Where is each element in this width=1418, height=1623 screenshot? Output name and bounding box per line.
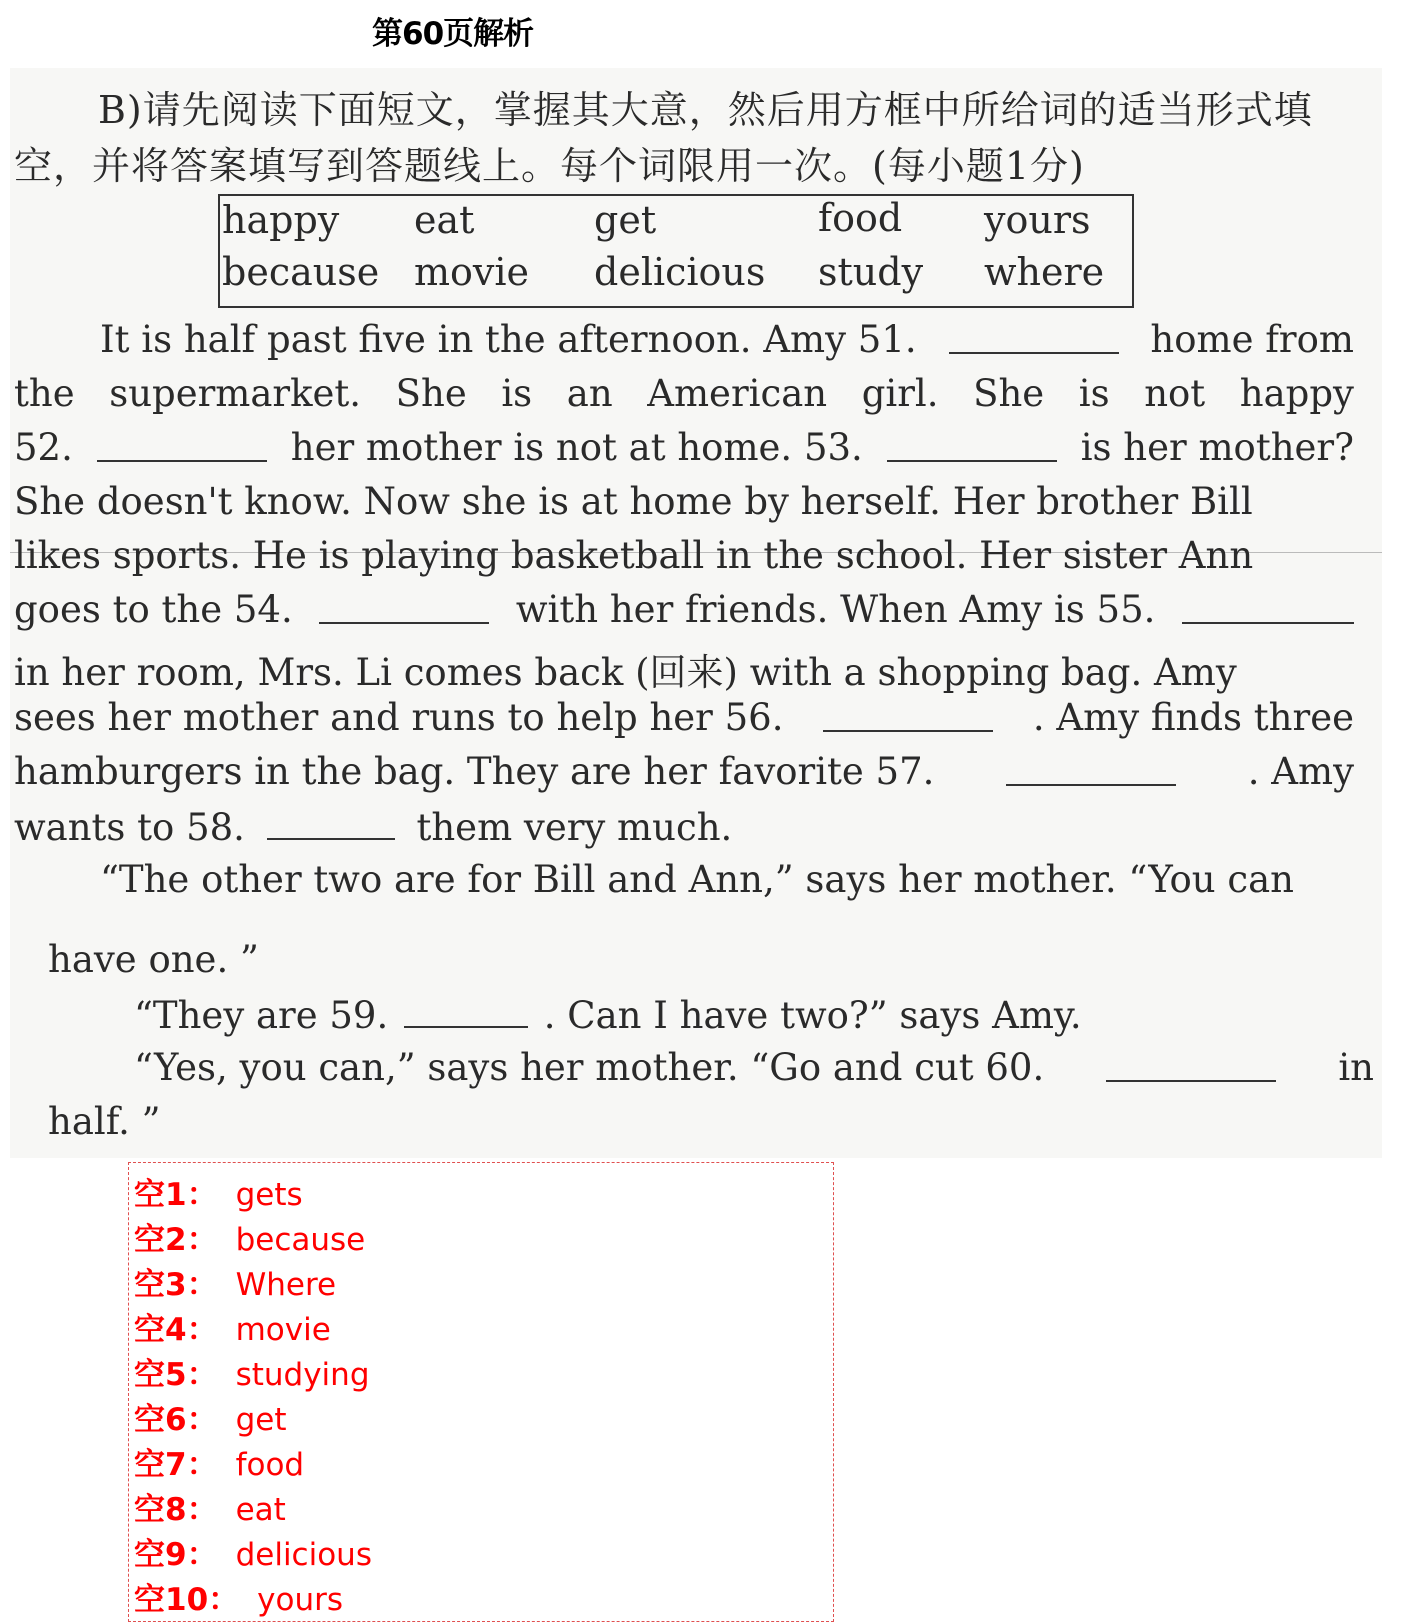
answer-value: delicious xyxy=(235,1537,372,1573)
word-box xyxy=(218,194,1134,308)
answer-row xyxy=(134,1214,365,1259)
answer-value: yours xyxy=(257,1582,343,1618)
answer-value: food xyxy=(235,1447,305,1483)
answer-label: 空1： xyxy=(134,1177,218,1213)
passage-text: “They are 59. xyxy=(134,994,389,1037)
passage-text: . Amy finds three xyxy=(1032,696,1354,739)
passage-text: It is half past five in the afternoon. Amy 51. xyxy=(100,318,917,361)
passage-line-4: She doesn't know. Now she is at home by herself. Her brother Bill xyxy=(14,480,1253,523)
passage-text: . Can I have two?” says Amy. xyxy=(543,994,1082,1037)
answer-value: gets xyxy=(235,1177,303,1213)
page-title: 第60页解析 xyxy=(372,16,534,52)
passage-line-3 xyxy=(14,426,1354,469)
passage-text: goes to the 54. xyxy=(14,588,293,631)
answer-row xyxy=(134,1529,372,1574)
passage-word: not xyxy=(1144,372,1206,415)
instruction-text: B)请先阅读下面短文，掌握其大意，然后用方框中所给词的适当形式填空，并将答案填写到答题线上。每个词限用一次。(每小题1分) xyxy=(14,88,1313,188)
answer-value: get xyxy=(235,1402,287,1438)
passage-text: hamburgers in the bag. They are her favorite 57. xyxy=(14,750,935,793)
passage-text: in xyxy=(1338,1046,1374,1089)
word-happy: happy xyxy=(222,198,340,242)
answer-blank-52 xyxy=(97,426,267,462)
passage-text: them very much. xyxy=(416,806,733,849)
word-because: because xyxy=(222,250,380,294)
passage-word: an xyxy=(566,372,613,415)
answer-blank-58 xyxy=(267,804,395,840)
passage-word: She xyxy=(973,372,1045,415)
answer-blank-60 xyxy=(1106,1046,1276,1082)
word-get: get xyxy=(594,198,657,242)
answer-blank-59 xyxy=(404,992,528,1028)
answer-blank-54 xyxy=(319,588,489,624)
passage-line-9 xyxy=(14,750,1354,793)
passage-line-2 xyxy=(14,372,1354,415)
passage-line-1 xyxy=(100,318,1354,361)
passage-text: with her friends. When Amy is 55. xyxy=(515,588,1156,631)
word-delicious: delicious xyxy=(594,250,766,294)
passage-line-10 xyxy=(14,804,1354,849)
passage-line-12: have one. ” xyxy=(48,938,259,981)
answer-value: Where xyxy=(235,1267,337,1303)
answer-label: 空10： xyxy=(134,1582,240,1618)
answer-row xyxy=(134,1439,304,1484)
answer-label: 空3： xyxy=(134,1267,218,1303)
word-food: food xyxy=(818,196,903,240)
passage-line-14 xyxy=(134,1046,1374,1089)
passage-word: is xyxy=(501,372,533,415)
answer-label: 空9： xyxy=(134,1537,218,1573)
answer-label: 空5： xyxy=(134,1357,218,1393)
passage-text: sees her mother and runs to help her 56. xyxy=(14,696,784,739)
answer-row xyxy=(134,1349,370,1394)
answer-key-box xyxy=(128,1162,834,1622)
passage-text: wants to 58. xyxy=(14,806,245,849)
word-movie: movie xyxy=(414,250,530,294)
passage-word: She xyxy=(395,372,467,415)
passage-line-6 xyxy=(14,588,1354,631)
passage-word: the xyxy=(14,372,75,415)
answer-label: 空6： xyxy=(134,1402,218,1438)
answer-row xyxy=(134,1484,286,1529)
word-study: study xyxy=(818,250,924,294)
answer-row xyxy=(134,1574,343,1619)
passage-line-13 xyxy=(134,992,1354,1037)
answer-blank-57 xyxy=(1006,750,1176,786)
passage-line-15: half. ” xyxy=(48,1100,161,1143)
answer-value: studying xyxy=(235,1357,370,1393)
answer-label: 空4： xyxy=(134,1312,218,1348)
answer-label: 空8： xyxy=(134,1492,218,1528)
passage-word: supermarket. xyxy=(109,372,362,415)
answer-row xyxy=(134,1394,286,1439)
passage-word: girl. xyxy=(861,372,939,415)
passage-text: 52. xyxy=(14,426,73,469)
answer-row xyxy=(134,1304,331,1349)
passage-text: home from xyxy=(1150,318,1354,361)
answer-value: eat xyxy=(235,1492,286,1528)
passage-line-7: in her room, Mrs. Li comes back (回来) with a shopping bag. Amy xyxy=(14,651,1237,694)
word-yours: yours xyxy=(984,198,1091,242)
passage-word: American xyxy=(647,372,828,415)
answer-row xyxy=(134,1169,303,1214)
passage-text: “Yes, you can,” says her mother. “Go and cut 60. xyxy=(134,1046,1045,1089)
passage-line-8 xyxy=(14,696,1354,739)
answer-blank-51 xyxy=(949,318,1119,354)
passage-text: . Amy xyxy=(1247,750,1354,793)
answer-value: because xyxy=(235,1222,366,1258)
passage-text: is her mother? xyxy=(1080,426,1354,469)
answer-label: 空2： xyxy=(134,1222,218,1258)
word-where: where xyxy=(984,250,1105,294)
answer-blank-55 xyxy=(1182,588,1354,624)
passage-text: her mother is not at home. 53. xyxy=(290,426,863,469)
answer-blank-56 xyxy=(823,696,993,732)
passage-line-11: “The other two are for Bill and Ann,” says her mother. “You can xyxy=(100,858,1295,901)
word-eat: eat xyxy=(414,198,475,242)
passage-line-5: likes sports. He is playing basketball in the school. Her sister Ann xyxy=(14,534,1254,577)
answer-row xyxy=(134,1259,336,1304)
passage-word: is xyxy=(1078,372,1110,415)
answer-value: movie xyxy=(235,1312,331,1348)
answer-blank-53 xyxy=(887,426,1057,462)
answer-label: 空7： xyxy=(134,1447,218,1483)
passage-word: happy xyxy=(1239,372,1354,415)
